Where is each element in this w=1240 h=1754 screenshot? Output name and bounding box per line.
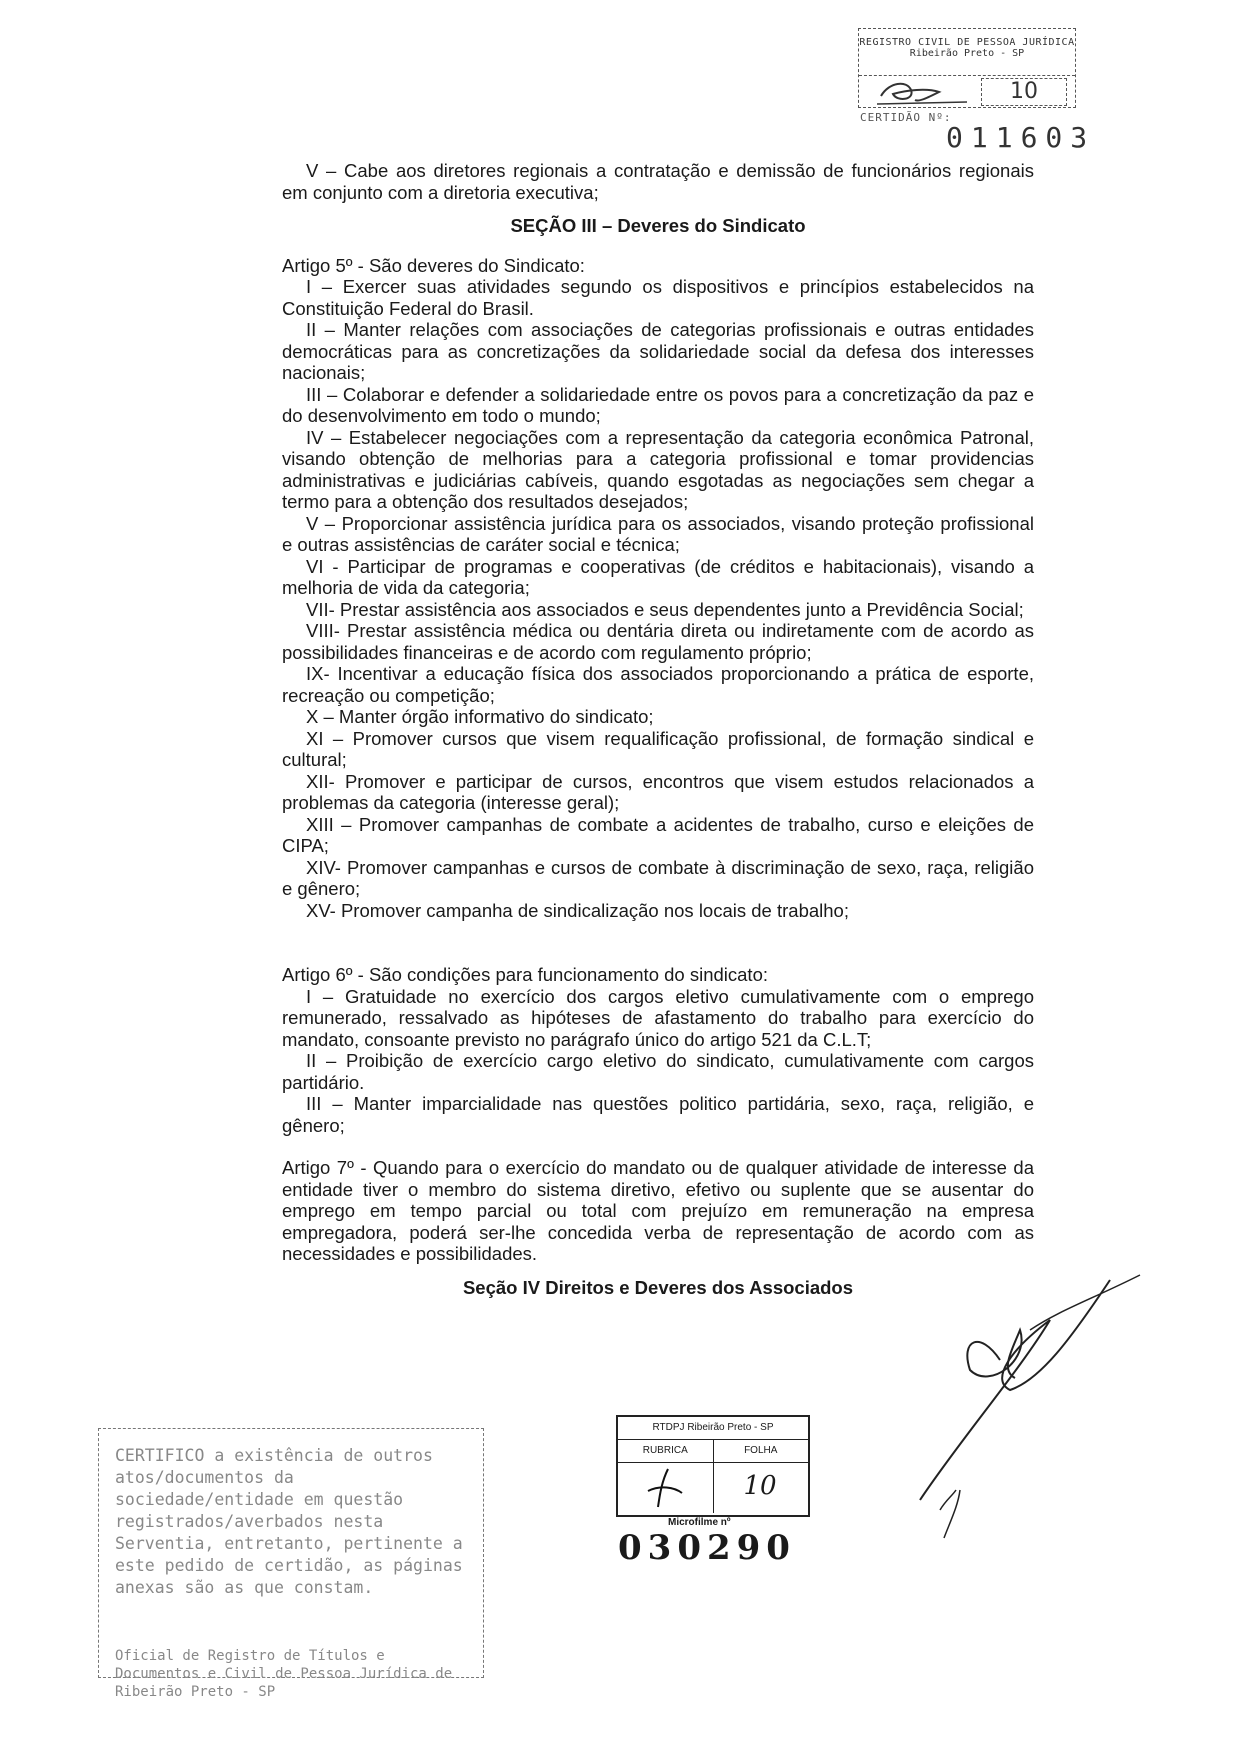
section-4-title: Seção IV Direitos e Deveres dos Associados [462, 1276, 854, 1298]
certifico-text: CERTIFICO a existência de outros atos/documentos da sociedade/entidade em questão registrados/averbados nesta Serventia, entretanto, pertinente a este pedido de certidão, as páginas anexas são as que constam. [115, 1446, 463, 1597]
folha-label: FOLHA [713, 1440, 809, 1462]
certidao-label: CERTIDÃO Nº: [860, 111, 952, 124]
rubrica-signature-cell [618, 1463, 713, 1513]
art5-item: XIV- Promover campanhas e cursos de combate à discriminação de sexo, raça, religião e gênero; [282, 856, 1034, 899]
section-3-title: SEÇÃO III – Deveres do Sindicato [510, 215, 806, 236]
registry-office: Oficial de Registro de Títulos e Documentos e Civil de Pessoa Jurídica de Ribeirão Preto - SP [115, 1648, 453, 1700]
handwritten-signature-icon [900, 1260, 1150, 1620]
certifico-stamp [98, 1428, 484, 1700]
art5-item: II – Manter relações com associações de categorias profissionais e outras entidades democráticas para as concretizações da solidariedade social da defesa dos interesses nacionais; [282, 319, 1034, 383]
art5-item: XV- Promover campanha de sindicalização nos locais de trabalho; [306, 899, 849, 921]
rubrica-signature-icon [618, 1463, 712, 1511]
art5-item: XII- Promover e participar de cursos, encontros que visem estudos relacionados a problemas da categoria (interesse geral); [282, 770, 1034, 813]
article-6-heading: Artigo 6º - São condições para funcionamento do sindicato: [282, 964, 768, 985]
page-number: 10 [981, 78, 1067, 106]
art5-item: VIII- Prestar assistência médica ou dentária direta ou indiretamente com de acordo as possibilidades financeiras e de acordo com regulamento próprio; [282, 620, 1034, 663]
rubrica-stamp-header: RTDPJ Ribeirão Preto - SP [618, 1417, 808, 1440]
registry-stamp [858, 28, 1076, 108]
art5-item: X – Manter órgão informativo do sindicato; [306, 706, 654, 727]
spacer [282, 921, 1034, 964]
art5-item: VI - Participar de programas e cooperativas (de créditos e habitacionais), visando a melhoria de vida da categoria; [282, 555, 1034, 598]
art5-item: VII- Prestar assistência aos associados e seus dependentes junto a Previdência Social; [306, 598, 1024, 620]
art5-item: IX- Incentivar a educação física dos associados proporcionando a prática de esporte, recreação ou competição; [282, 663, 1034, 706]
spacer [282, 1136, 1034, 1157]
certidao-number: 011603 [946, 121, 1096, 154]
art6-item: III – Manter imparcialidade nas questões politico partidária, sexo, raça, religião, e gênero; [282, 1093, 1034, 1136]
microfilme-number: 030290 [618, 1528, 796, 1568]
art6-item: II – Proibição de exercício cargo eletivo do sindicato, cumulativamente com cargos partidário. [282, 1050, 1034, 1093]
microfilme-label: Microfilme nº [668, 1517, 731, 1528]
article-7: Artigo 7º - Quando para o exercício do mandato ou de qualquer atividade de interesse da entidade tiver o membro do sistema diretivo, efetivo ou suplente que se ausentar do emprego em tempo parcial ou total com prejuízo em remuneração na empresa empregadora, poderá ser-lhe concedida verba de representação de acordo com as necessidades e possibilidades. [282, 1157, 1034, 1264]
registry-city: Ribeirão Preto - SP [909, 48, 1025, 59]
folha-value: 10 [743, 1471, 777, 1501]
art6-item: I – Gratuidade no exercício dos cargos eletivo cumulativamente com o emprego remunerado, ressalvado as hipóteses de afastamento do trabalho para exercício do mandato, consoante previsto no parágrafo único do artigo 521 da C.L.T; [282, 985, 1034, 1050]
art5-item: III – Colaborar e defender a solidariedade entre os povos para a concretização da paz e do desenvolvimento em todo o mundo; [282, 383, 1034, 426]
art5-item: XI – Promover cursos que visem requalificação profissional, de formação sindical e cultural; [282, 727, 1034, 770]
paragraph-v-diretores: V – Cabe aos diretores regionais a contratação e demissão de funcionários regionais em conjunto com a diretoria executiva; [282, 160, 1034, 203]
rubrica-stamp [616, 1415, 810, 1517]
art5-item: XIII – Promover campanhas de combate a acidentes de trabalho, curso e eleições de CIPA; [282, 813, 1034, 856]
art5-item: V – Proporcionar assistência jurídica para os associados, visando proteção profissional e outras assistências de caráter social e técnica; [282, 512, 1034, 555]
article-5-heading: Artigo 5º - São deveres do Sindicato: [282, 254, 585, 276]
art5-item: I – Exercer suas atividades segundo os dispositivos e princípios estabelecidos na Constituição Federal do Brasil. [282, 276, 1034, 319]
art5-item: IV – Estabelecer negociações com a representação da categoria econômica Patronal, visando obtenção de melhorias para a categoria profissional e tomar providencias administrativas e judiciárias cabíveis, quando esgotadas as negociações sem chegar a termo para a obtenção dos resultados desejados; [282, 426, 1034, 512]
document-body [282, 160, 1034, 1316]
rubrica-label: RUBRICA [642, 1445, 688, 1456]
folha-value-cell [713, 1463, 809, 1513]
registry-name: REGISTRO CIVIL DE PESSOA JURÍDICA [859, 37, 1075, 48]
initials-signature-icon [867, 76, 977, 108]
